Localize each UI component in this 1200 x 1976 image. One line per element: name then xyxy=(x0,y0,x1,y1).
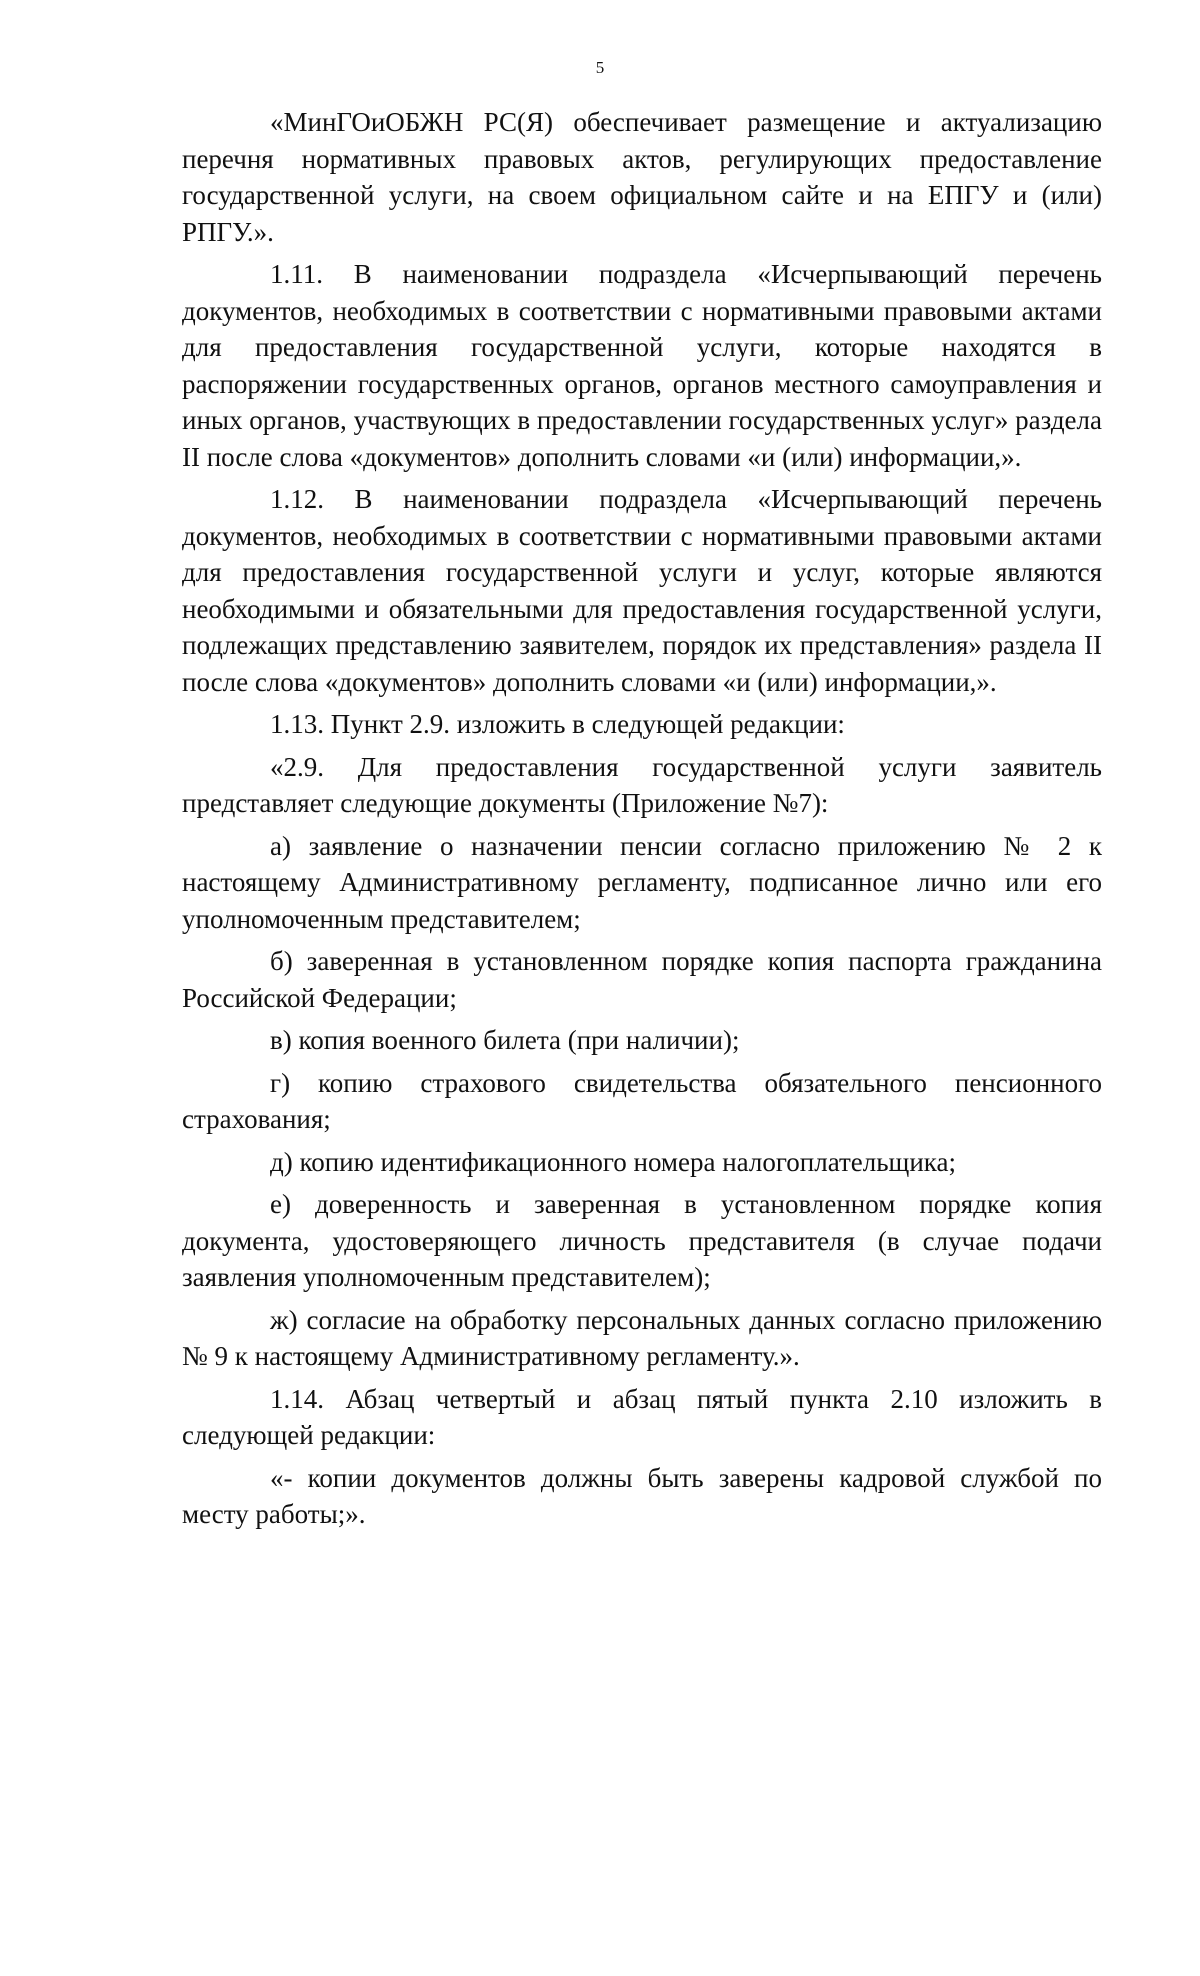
paragraph-2-9: «2.9. Для предоставления государственной услуги заявитель представляет следующие документы (Приложение №7): xyxy=(182,751,1102,818)
list-item-v: в) копия военного билета (при наличии); xyxy=(270,1025,740,1055)
list-item-g: г) копию страхового свидетельства обязательного пенсионного страхования; xyxy=(182,1067,1102,1134)
list-item-e: е) доверенность и заверенная в установленном порядке копия документа, удостоверяющего личность представителя (в случае подачи заявления уполномоченным представителем); xyxy=(182,1189,1102,1292)
paragraph-publication-duty: «МинГОиОБЖН РС(Я) обеспечивает размещение и актуализацию перечня нормативных правовых актов, регулирующих предоставление государственной услуги, на своем официальном сайте и на ЕПГУ и (или) РПГУ.». xyxy=(182,107,1102,247)
paragraph-1-11: 1.11. В наименовании подраздела «Исчерпывающий перечень документов, необходимых в соответствии с нормативными правовыми актами для предоставления государственной услуги, которые находятся в распоряжении государственных органов, органов местного самоуправления и иных органов, участвующих в предоставлении государственных услуг» раздела II после слова «документов» дополнить словами «и (или) информации,». xyxy=(182,259,1102,472)
paragraph-copies-certified: «- копии документов должны быть заверены кадровой службой по месту работы;». xyxy=(182,1462,1102,1529)
page-number: 5 xyxy=(595,58,605,77)
list-item-b: б) заверенная в установленном порядке копия паспорта гражданина Российской Федерации; xyxy=(182,946,1102,1013)
list-item-d: д) копию идентификационного номера налогоплательщика; xyxy=(270,1146,956,1177)
document-body xyxy=(182,104,1102,1539)
list-item-a: а) заявление о назначении пенсии согласно приложению № 2 к настоящему Административному регламенту, подписанное лично или его уполномоченным представителем; xyxy=(182,830,1102,934)
paragraph-1-13: 1.13. Пункт 2.9. изложить в следующей редакции: xyxy=(270,709,845,739)
paragraph-1-14: 1.14. Абзац четвертый и абзац пятый пункта 2.10 изложить в следующей редакции: xyxy=(182,1383,1102,1450)
paragraph-1-12: 1.12. В наименовании подраздела «Исчерпывающий перечень документов, необходимых в соответствии с нормативными правовыми актами для предоставления государственной услуги и услуг, которые являются необходимыми и обязательными для предоставления государственной услуги, подлежащих представлению заявителем, порядок их представления» раздела II после слова «документов» дополнить словами «и (или) информации,». xyxy=(182,484,1102,697)
list-item-zh: ж) согласие на обработку персональных данных согласно приложению № 9 к настоящему Административному регламенту.». xyxy=(182,1304,1102,1371)
